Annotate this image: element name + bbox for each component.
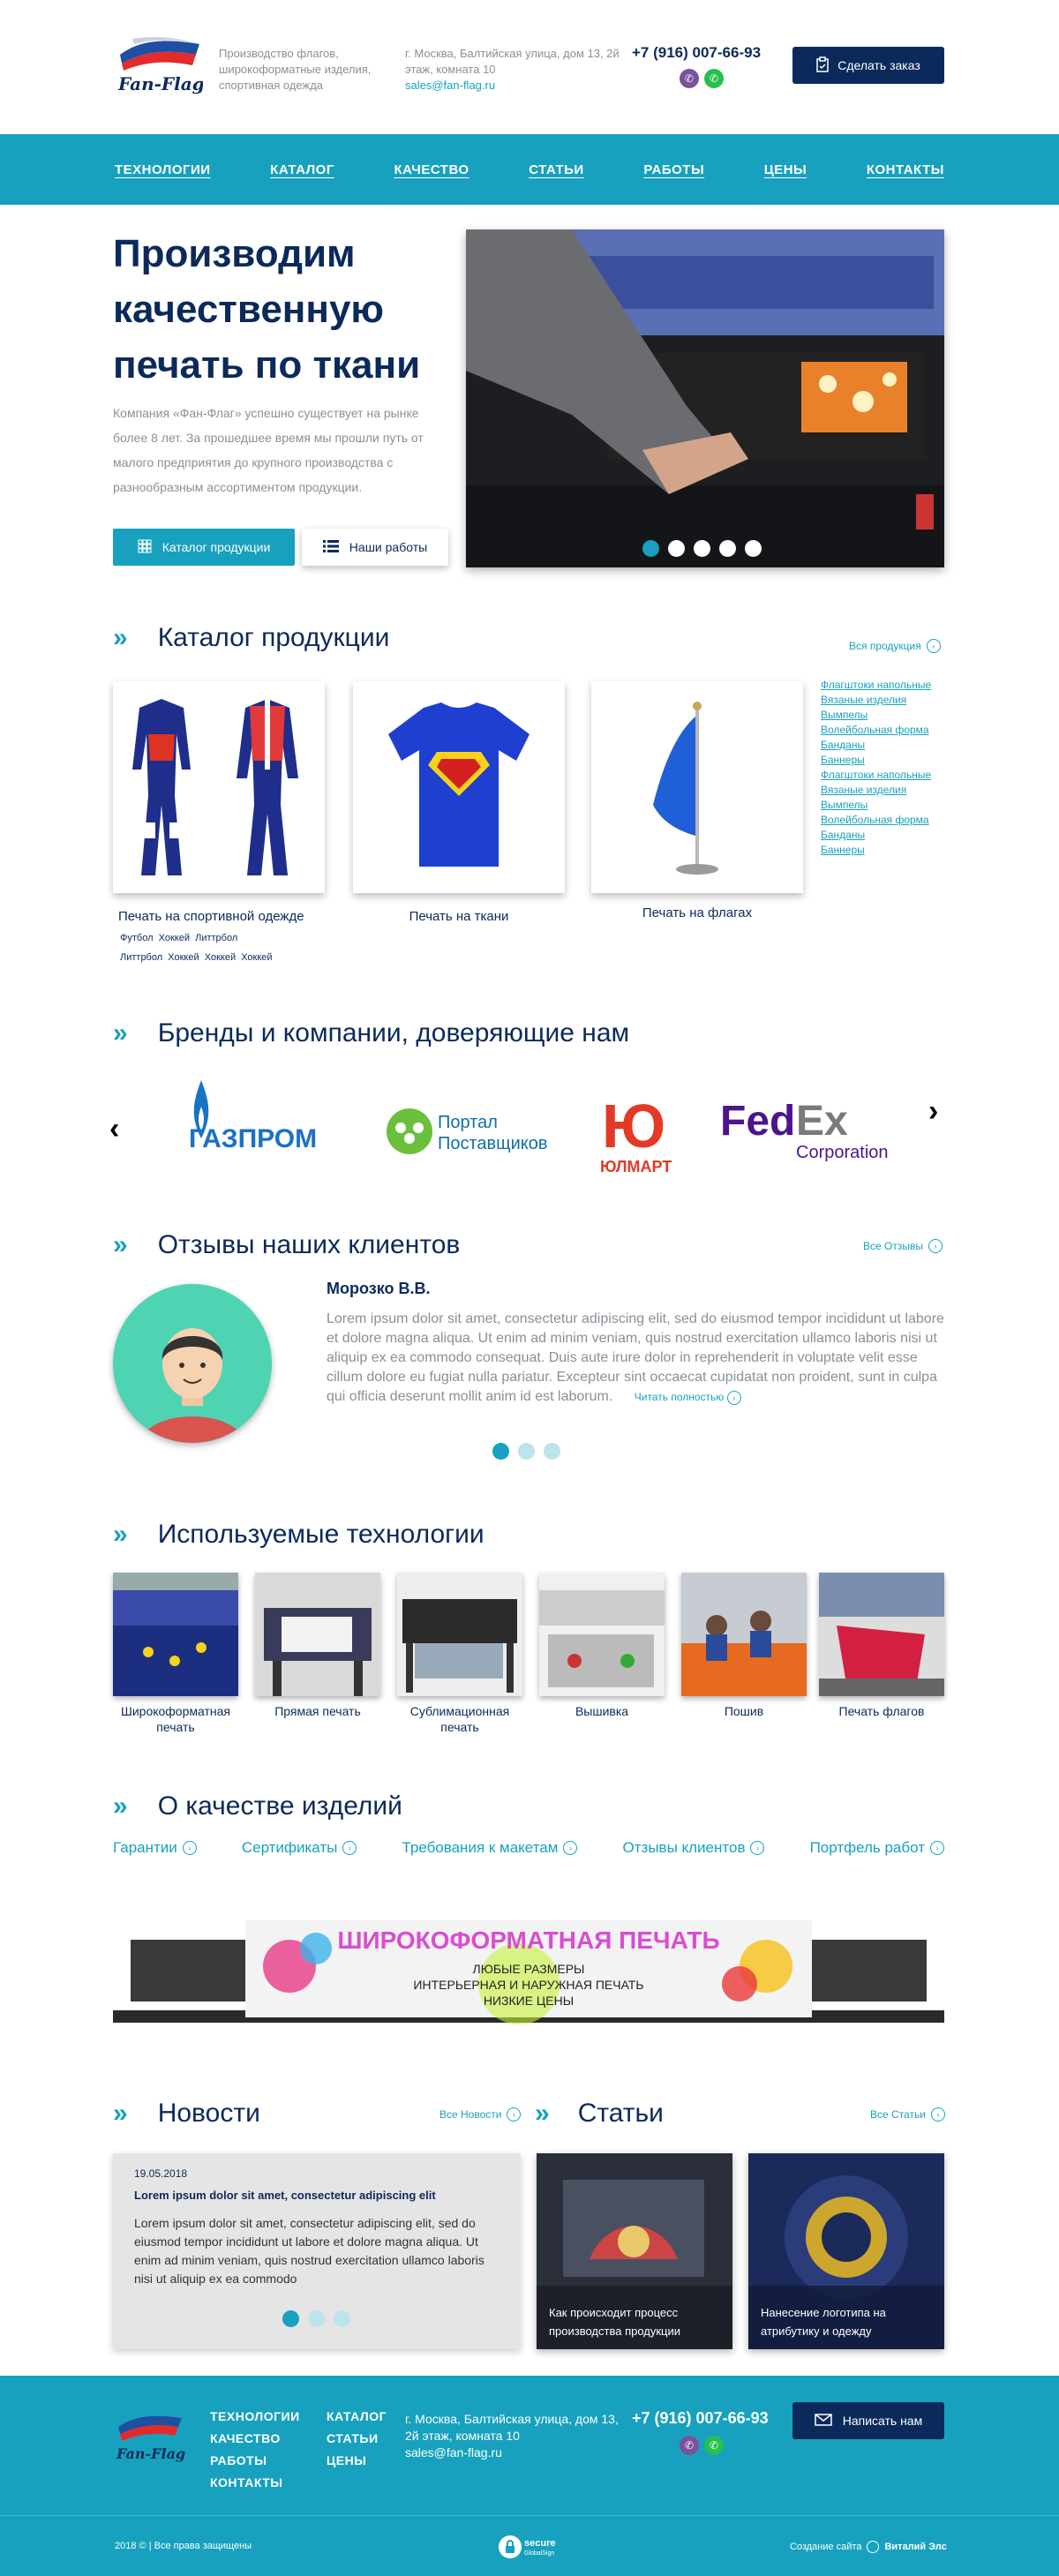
made-by[interactable]: [790, 2541, 947, 2553]
works-button[interactable]: [302, 529, 448, 566]
secure-text: secure: [524, 2538, 556, 2549]
sport-tags-row2: [120, 948, 273, 967]
quality-link[interactable]: [242, 1839, 357, 1857]
hero-text: Компания «Фан-Флаг» успешно существует на рынке более 8 лет. За прошедшее время мы прошли путь от малого предприятия до крупного производства с разнообразным ассортиментом продукции.: [113, 406, 424, 494]
tech-label: Сублимационная печать: [409, 1704, 510, 1734]
svg-text:Fan-Flag: Fan-Flag: [116, 2445, 185, 2462]
brands-next-arrow[interactable]: ›: [928, 1094, 939, 1128]
double-chevron-icon: »: [113, 1791, 121, 1821]
brands-prev-arrow[interactable]: ‹: [109, 1112, 120, 1145]
arrow-right-icon: ›: [750, 1841, 764, 1855]
article-caption: Нанесение логотипа на атрибутику и одежду: [761, 2306, 886, 2338]
footer-nav-item[interactable]: КАЧЕСТВО: [210, 2431, 281, 2445]
quality-links: [113, 1839, 944, 1857]
secure-badge: [498, 2534, 561, 2560]
news-slider-dots: [282, 2310, 350, 2327]
clipboard-icon: [816, 56, 829, 75]
nav-item-articles[interactable]: СТАТЬИ: [529, 161, 584, 177]
site-footer: [0, 2376, 1059, 2515]
news-see-all-link[interactable]: [439, 2107, 521, 2122]
review-text: [327, 1310, 944, 1407]
portal-line2: Поставщиков: [438, 1134, 548, 1153]
fedex-logo-icon: [720, 1094, 897, 1170]
tech-item-direct[interactable]: [255, 1573, 380, 1719]
quality-title: О качестве изделий: [157, 1791, 402, 1821]
slider-dot[interactable]: [544, 1443, 560, 1460]
nav-item-tech[interactable]: ТЕХНОЛОГИИ: [115, 161, 211, 177]
footer-nav-col2: [327, 2406, 387, 2472]
tech-image: [539, 1573, 665, 1696]
arrow-right-icon: ›: [507, 2107, 521, 2122]
slider-dot[interactable]: [282, 2310, 299, 2327]
side-link[interactable]: Вязаные изделия: [821, 694, 907, 706]
footer-nav-col1: [210, 2406, 300, 2494]
flag-image: [591, 681, 803, 893]
catalog-card-sportswear[interactable]: [113, 681, 325, 893]
read-more-label: Читать полностью: [634, 1391, 725, 1403]
works-button-label: Наши работы: [349, 540, 428, 554]
catalog-card-flags[interactable]: [591, 681, 803, 893]
double-chevron-icon: »: [535, 2099, 543, 2128]
messengers: [680, 69, 724, 88]
footer-phone[interactable]: +7 (916) 007-66-93: [632, 2409, 769, 2427]
quality-link[interactable]: [113, 1839, 197, 1857]
tech-label: Пошив: [724, 1704, 764, 1718]
tag-link[interactable]: Хоккей: [241, 952, 273, 963]
slider-dot[interactable]: [334, 2310, 350, 2327]
viber-icon[interactable]: ✆: [680, 69, 699, 88]
news-card[interactable]: [113, 2153, 521, 2349]
side-link[interactable]: Флагштоки напольные: [821, 769, 932, 781]
write-us-label: Написать нам: [842, 2414, 923, 2428]
tech-item-flags[interactable]: [819, 1573, 944, 1719]
flag-logo-icon: [115, 2411, 185, 2464]
brand-gazprom[interactable]: [166, 1077, 342, 1156]
slider-dot[interactable]: [518, 1443, 535, 1460]
side-link[interactable]: Волейбольная форма: [821, 814, 929, 826]
tshirt-image: [353, 681, 565, 893]
slider-dot[interactable]: [308, 2310, 325, 2327]
tag-link[interactable]: Литтрбол: [195, 933, 238, 943]
slider-dot[interactable]: [492, 1443, 509, 1460]
tech-label: Вышивка: [575, 1704, 629, 1718]
catalog-label-fabric[interactable]: Печать на ткани: [409, 909, 509, 924]
ulmart-logo-icon: [597, 1093, 685, 1177]
tech-item-embroidery[interactable]: [539, 1573, 665, 1719]
double-chevron-icon: »: [113, 1018, 121, 1048]
address-text: г. Москва, Балтийская улица, дом 13, 2й этаж, комната 10: [405, 2412, 619, 2443]
arrow-right-icon: ›: [183, 1841, 197, 1855]
company-tagline: Производство флагов, широкоформатные изделия, спортивная одежда: [219, 47, 372, 92]
side-link[interactable]: Волейбольная форма: [821, 724, 929, 736]
tech-item-sublimation[interactable]: [397, 1573, 522, 1735]
footer-logo[interactable]: [115, 2411, 185, 2464]
catalog-label-flags[interactable]: Печать на флагах: [642, 905, 753, 920]
see-all-label: Все Отзывы: [863, 1240, 923, 1252]
articles-heading: [535, 2099, 664, 2129]
catalog-title: Каталог продукции: [157, 623, 390, 652]
hero-slider-dots: [642, 540, 762, 557]
banner-line3: НИЗКИЕ ЦЕНЫ: [483, 1994, 575, 2008]
catalog-see-all-link[interactable]: [849, 639, 941, 653]
see-all-label: Все Новости: [439, 2108, 502, 2121]
tech-item-sewing[interactable]: [681, 1573, 807, 1719]
arrow-right-icon: ›: [931, 2107, 945, 2122]
tag-link[interactable]: Хоккей: [158, 933, 190, 943]
user-avatar-icon: [113, 1284, 272, 1443]
portal-logo-icon: [385, 1105, 561, 1158]
article-card[interactable]: [748, 2153, 944, 2349]
tech-label: Широкоформатная печать: [121, 1704, 230, 1734]
made-by-label: Создание сайта: [790, 2542, 862, 2552]
side-link[interactable]: Флагштоки напольные: [821, 679, 932, 691]
copyright: 2018 © | Все права защищены: [115, 2541, 252, 2551]
side-link[interactable]: Вымпелы: [821, 799, 868, 811]
tech-label: Прямая печать: [274, 1704, 361, 1718]
side-link[interactable]: Вязаные изделия: [821, 784, 907, 796]
side-link[interactable]: Вымпелы: [821, 709, 868, 721]
news-heading: [113, 2099, 260, 2129]
nav-item-works[interactable]: РАБОТЫ: [643, 161, 705, 177]
quality-link[interactable]: [402, 1839, 577, 1857]
envelope-icon: [815, 2414, 832, 2429]
brand-portal[interactable]: [385, 1105, 561, 1158]
news-text: Lorem ipsum dolor sit amet, consectetur adipiscing elit, sed do eiusmod tempor incididunt ut labore et dolore magna aliqua. Ut enim ad minim veniam, quis nostrud exercitation ullamco laboris nisi ut aliquip ex ea commodo: [134, 2216, 484, 2286]
printer-photo: [466, 229, 944, 567]
slider-dot[interactable]: [642, 540, 659, 557]
article-card[interactable]: [537, 2153, 732, 2349]
tech-image: [819, 1573, 944, 1696]
arrow-right-icon: ›: [342, 1841, 357, 1855]
footer-nav-item[interactable]: РАБОТЫ: [210, 2453, 267, 2467]
quality-link-label: Сертификаты: [241, 1839, 338, 1856]
tag-link[interactable]: Хоккей: [204, 952, 237, 963]
ulmart-name: ЮЛМАРТ: [600, 1158, 672, 1175]
news-title: Новости: [157, 2099, 260, 2128]
main-nav: [0, 134, 1059, 205]
fedex-corp: Corporation: [796, 1143, 889, 1162]
footer-nav-item[interactable]: КАТАЛОГ: [327, 2409, 387, 2423]
header-phone[interactable]: +7 (916) 007-66-93: [632, 44, 762, 61]
address-text: г. Москва, Балтийская улица, дом 13, 2й этаж, комната 10: [405, 47, 620, 76]
header-address: [405, 46, 626, 94]
double-chevron-icon: »: [113, 623, 121, 652]
developer-logo-icon: [867, 2541, 879, 2553]
side-link[interactable]: Баннеры: [821, 844, 865, 856]
side-link[interactable]: Банданы: [821, 739, 866, 751]
tag-link[interactable]: Литтрбол: [120, 952, 163, 963]
banner-line2: ИНТЕРЬЕРНАЯ И НАРУЖНАЯ ПЕЧАТЬ: [413, 1978, 644, 1992]
quality-link-label: Требования к макетам: [402, 1839, 559, 1856]
read-more-link[interactable]: [635, 1391, 741, 1403]
portal-line1: Портал: [438, 1113, 498, 1132]
tag-link[interactable]: Хоккей: [168, 952, 199, 963]
tech-title: Используемые технологии: [157, 1520, 484, 1549]
nav-item-catalog[interactable]: КАТАЛОГ: [270, 161, 334, 177]
logo[interactable]: [115, 35, 203, 99]
arrow-right-icon: ›: [930, 1841, 944, 1855]
reviews-title: Отзывы наших клиентов: [157, 1230, 461, 1259]
whatsapp-icon[interactable]: ✆: [704, 69, 724, 88]
review-body: Lorem ipsum dolor sit amet, consectetur adipiscing elit, sed do eiusmod tempor incididunt ut labore et dolore magna aliqua. Ut enim ad minim veniam, quis nostrud exercitation ullamco laboris nisi ut aliquip ex ea commodo consequat. Duis aute irure dolor in reprehenderit in voluptate velit esse cillum dolore eu fugiat nulla pariatur. Excepteur sint occaecat cupidatat non proident, sunt in culpa qui officia deserunt mollit anim id est laborum.: [327, 1311, 944, 1404]
nav-item-quality[interactable]: КАЧЕСТВО: [394, 161, 469, 177]
sportswear-image: [113, 681, 325, 893]
sport-tags-row1: [120, 928, 237, 948]
reviews-heading: [113, 1230, 460, 1260]
nav-item-contacts[interactable]: КОНТАКТЫ: [866, 161, 944, 177]
fedex-ex: Ex: [796, 1098, 848, 1145]
tech-image: [113, 1573, 238, 1696]
tech-image: [397, 1573, 522, 1696]
catalog-label-sportswear[interactable]: Печать на спортивной одежде: [118, 909, 304, 924]
quality-link-label: Отзывы клиентов: [622, 1839, 746, 1856]
brands-title: Бренды и компании, доверяющие нам: [157, 1018, 630, 1048]
flag-logo-icon: [115, 35, 203, 99]
arrow-right-icon: ›: [563, 1841, 577, 1855]
reviews-slider-dots: [492, 1443, 560, 1460]
articles-title: Статьи: [577, 2099, 664, 2128]
svg-text:Fan-Flag: Fan-Flag: [118, 73, 203, 94]
quality-link[interactable]: [810, 1839, 944, 1857]
fedex-fed: Fed: [720, 1098, 796, 1145]
banner-line1: ЛЮБЫЕ РАЗМЕРЫ: [472, 1962, 585, 1976]
brand-fedex[interactable]: [720, 1094, 897, 1170]
grid-icon: [138, 539, 152, 556]
brands-heading: [113, 1018, 629, 1048]
hero-title: Производим качественную печать по ткани: [113, 232, 421, 387]
article-caption: Как происходит процесс производства продукции: [549, 2306, 681, 2338]
wideformat-banner[interactable]: [113, 1913, 944, 2037]
nav-item-prices[interactable]: ЦЕНЫ: [763, 161, 807, 177]
site-header: [0, 0, 1059, 134]
viber-icon[interactable]: ✆: [680, 2436, 699, 2455]
double-chevron-icon: »: [113, 2099, 121, 2128]
news-headline: Lorem ipsum dolor sit amet, consectetur adipiscing elit: [134, 2189, 436, 2202]
order-button[interactable]: [792, 47, 944, 84]
news-date: 19.05.2018: [134, 2167, 188, 2180]
footer-nav-item[interactable]: КОНТАКТЫ: [210, 2475, 283, 2490]
arrow-right-icon: ›: [928, 1239, 943, 1253]
quality-heading: [113, 1791, 402, 1821]
tech-label: Печать флагов: [838, 1704, 925, 1718]
see-all-label: Вся продукция: [849, 640, 921, 652]
tech-heading: [113, 1520, 484, 1550]
footer-nav-item[interactable]: ТЕХНОЛОГИИ: [210, 2409, 300, 2423]
footer-messengers: [680, 2436, 724, 2455]
order-button-label: Сделать заказ: [837, 58, 920, 72]
secure-subtext: GlobalSign: [524, 2550, 555, 2557]
tech-item-wideformat[interactable]: [113, 1573, 238, 1735]
catalog-button[interactable]: [113, 529, 295, 566]
gazprom-name: ГАЗПРОМ: [189, 1124, 318, 1153]
slider-dot[interactable]: [719, 540, 736, 557]
double-chevron-icon: »: [113, 1230, 121, 1259]
arrow-right-icon: ›: [727, 1391, 741, 1405]
list-icon: [323, 540, 339, 555]
footer-nav-item[interactable]: ЦЕНЫ: [327, 2453, 367, 2467]
banner-image: [113, 1913, 944, 2037]
articles-see-all-link[interactable]: [870, 2107, 945, 2122]
ulmart-logo-letter: Ю: [602, 1093, 666, 1160]
slider-dot[interactable]: [694, 540, 710, 557]
footer-address: [405, 2411, 626, 2461]
secure-lock-icon: [498, 2534, 561, 2560]
tech-image: [681, 1573, 807, 1696]
write-us-button[interactable]: [792, 2402, 944, 2439]
quality-link-label: Портфель работ: [809, 1839, 925, 1856]
footer-email-link[interactable]: sales@fan-flag.ru: [405, 2445, 502, 2460]
tag-link[interactable]: Футбол: [120, 933, 154, 943]
arrow-right-icon: ›: [927, 639, 941, 653]
footer-nav-item[interactable]: СТАТЬИ: [327, 2431, 379, 2445]
catalog-side-links: [821, 678, 931, 858]
reviews-see-all-link[interactable]: [863, 1239, 943, 1253]
brand-ulmart[interactable]: [597, 1093, 685, 1177]
gazprom-logo-icon: [166, 1077, 342, 1156]
see-all-label: Все Статьи: [870, 2108, 926, 2121]
slider-dot[interactable]: [668, 540, 685, 557]
avatar: [113, 1284, 272, 1443]
footer-bottom-bar: [0, 2515, 1059, 2576]
whatsapp-icon[interactable]: ✆: [704, 2436, 724, 2455]
banner-title: ШИРОКОФОРМАТНАЯ ПЕЧАТЬ: [337, 1926, 720, 1954]
slider-dot[interactable]: [745, 540, 762, 557]
header-email-link[interactable]: sales@fan-flag.ru: [405, 79, 496, 92]
catalog-button-label: Каталог продукции: [161, 540, 271, 554]
catalog-heading: [113, 623, 389, 653]
quality-link-label: Гарантии: [113, 1839, 177, 1856]
quality-link[interactable]: [623, 1839, 765, 1857]
double-chevron-icon: »: [113, 1520, 121, 1549]
tech-image: [255, 1573, 380, 1696]
side-link[interactable]: Баннеры: [821, 754, 865, 766]
catalog-card-fabric[interactable]: [353, 681, 565, 893]
reviewer-name: Морозко В.В.: [327, 1280, 431, 1297]
side-link[interactable]: Банданы: [821, 829, 866, 841]
made-by-name: Виталий Элс: [884, 2542, 947, 2552]
hero-slider-image: [466, 229, 944, 567]
